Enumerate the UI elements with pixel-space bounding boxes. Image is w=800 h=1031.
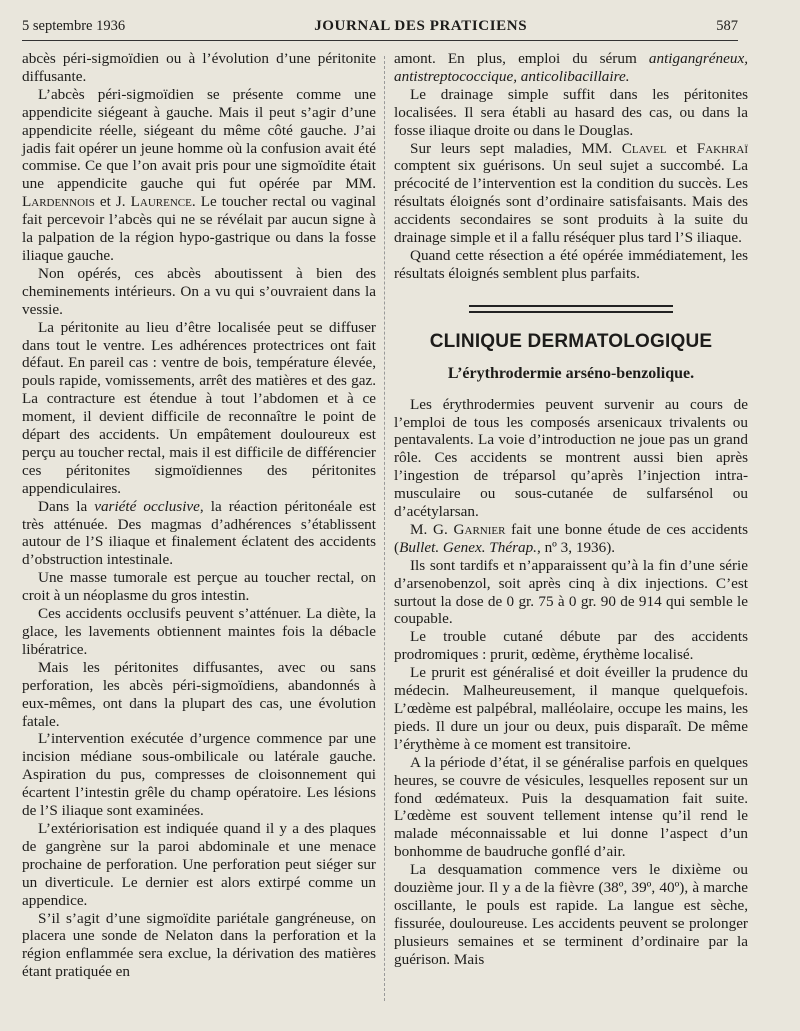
- header-date: 5 septembre 1936: [22, 17, 126, 34]
- author-name: Laurence: [130, 193, 192, 211]
- author-name: Lardennois: [22, 193, 95, 211]
- paragraph: Le trouble cutané débute par des accidents prodromiques : prurit, œdème, érythème localisé.: [394, 628, 748, 664]
- paragraph: L’abcès péri-sigmoïdien se présente comme une appendicite siégeant à gauche. Mais il peut s’agir d’une appendicite réelle, siégeant du même côté gauche. J’ai jadis fait opérer un jeune homme où la confusion avait été commise. Ce que l’on avait pris pour une sigmoïdite était une appendicite gauche qui fut opérée par MM. Lardennois et J. Laurence. Le toucher rectal ou vaginal fait percevoir l’abcès qui ne se révélait par aucun signe à la palpation de la région hypo-gastrique ou dans la fosse iliaque gauche.: [22, 85, 376, 264]
- running-header: [22, 14, 738, 38]
- paragraph: Mais les péritonites diffusantes, avec ou sans perforation, les abcès péri-sigmoïdiens, abandonnés à eux-mêmes, ont dans la plupart des cas, une évolution fatale.: [22, 658, 376, 730]
- paragraph: La péritonite au lieu d’être localisée peut se diffuser dans tout le ventre. Les adhérences protectrices ont fait défaut. En pareil cas : ventre de bois, température élevée, pouls rapide, vomissements, arrêt des matières et des gaz. La contracture est étendue à tout l’abdomen et à ce moment, il devient difficile de reconnaître le point de départ des accidents. Un empâtement douloureux est perçu au toucher rectal, mais il est difficile de différencier ces péritonites sigmoïdiennes des péritonites appendiculaires.: [22, 318, 376, 497]
- column-divider: [384, 56, 385, 1001]
- paragraph: abcès péri-sigmoïdien ou à l’évolution d’une péritonite diffusante.: [22, 50, 376, 85]
- paragraph: Ces accidents occlusifs peuvent s’atténuer. La diète, la glace, les lavements obtiennent maintes fois la débacle libératrice.: [22, 605, 376, 658]
- paragraph: Le drainage simple suffit dans les péritonites localisées. Il sera établi au hasard des cas, ou dans la fosse iliaque droite ou dans le Douglas.: [394, 85, 748, 139]
- paragraph: M. G. Garnier fait une bonne étude de ces accidents (Bullet. Genex. Thérap., nº 3, 1936).: [394, 520, 748, 556]
- paragraph: Ils sont tardifs et n’apparaissent qu’à la fin d’une série d’arsenobenzol, soit après cinq à dix injections. C’est surtout la dose de 0 gr. 75 à 0 gr. 90 de 914 qui semble le coupable.: [394, 556, 748, 628]
- paragraph: Une masse tumorale est perçue au toucher rectal, on croit à un néoplasme du gros intestin.: [22, 569, 376, 605]
- paragraph: Non opérés, ces abcès aboutissent à bien des cheminements intérieurs. On a vu qui s’ouvraient dans la vessie.: [22, 264, 376, 318]
- author-name: Fakhraï: [696, 139, 748, 157]
- header-rule: [22, 40, 738, 41]
- emphasis: antigangréneux, antistreptococcique, anticolibacillaire.: [394, 50, 748, 85]
- journal-title: JOURNAL DES PRATICIENS: [314, 17, 528, 34]
- paragraph: Dans la variété occlusive, la réaction péritonéale est très atténuée. Des magmas d’adhérences s’établissent autour de l’S iliaque et finalement éclatent des accidents d’obstruction intestinale.: [22, 497, 376, 569]
- paragraph: Le prurit est généralisé et doit éveiller la prudence du médecin. Malheureusement, il manque quelquefois. L’œdème est palpébral, malléolaire, occupe les mains, les pieds. Il dure un jour ou deux, puis disparaît. De même l’érythème à ce moment est transitoire.: [394, 664, 748, 753]
- article-subtitle: L’érythrodermie arséno-benzolique.: [447, 364, 695, 382]
- paragraph: L’extériorisation est indiquée quand il y a des plaques de gangrène sur la paroi abdominale et une menace prochaine de perforation. Une perforation peut siéger sur un diverticule. Le dernier est alors extirpé comme un appendice.: [22, 819, 376, 909]
- citation: Bullet. Genex. Thérap.: [399, 538, 537, 556]
- section-title: CLINIQUE DERMATOLOGIQUE: [429, 330, 713, 352]
- paragraph: amont. En plus, emploi du sérum antigangréneux, antistreptococcique, anticolibacillaire.: [394, 50, 748, 85]
- paragraph: L’intervention exécutée d’urgence commence par une incision médiane sous-ombilicale ou latérale gauche. Aspiration du pus, compresses de cloisonnement qui écartent l’intestin grêle du champ opératoire. Les lésions de l’S iliaque sont examinées.: [22, 730, 376, 820]
- paragraph: Quand cette résection a été opérée immédiatement, les résultats éloignés semblent plus parfaits.: [394, 246, 748, 282]
- paragraph: S’il s’agit d’une sigmoïdite pariétale gangréneuse, on placera une sonde de Nelaton dans la perforation et la région enflammée sera exclue, la dérivation des matières étant pratiquée en: [22, 909, 376, 981]
- paragraph: A la période d’état, il se généralise parfois en quelques heures, se couvre de vésicules, lesquelles reposent sur un fond œdémateux. Puis la desquamation fait suite. L’œdème est souvent tellement intense qu’il rend le malade méconnaissable et lui donne l’aspect d’un bonhomme de baudruche gonflé d’air.: [394, 753, 748, 861]
- section-separator: [469, 305, 673, 313]
- paragraph: Les érythrodermies peuvent survenir au cours de l’emploi de tous les composés arsenicaux trivalents ou pentavalents. La voie d’introduction ne joue pas un grand rôle. Ces accidents se montrent aussi bien après l’ingestion de tréparsol qu’après l’injection intra-musculaire ou sous-cutanée de sulfarsénol ou d’acétylarsan.: [394, 395, 748, 521]
- page-number: 587: [716, 17, 738, 34]
- emphasis: variété occlusive: [94, 497, 200, 515]
- right-column: [394, 50, 748, 969]
- paragraph: La desquamation commence vers le dixième ou douzième jour. Il y a de la fièvre (38º, 39º, 40º), à marche oscillante, le pouls est rapide. La langue est sèche, fissurée, douloureuse. Les accidents peuvent se prolonger plusieurs semaines et se terminent d’ordinaire par la guérison. Mais: [394, 861, 748, 968]
- left-column: [22, 50, 376, 981]
- author-name: Garnier: [453, 520, 506, 538]
- paragraph: Sur leurs sept maladies, MM. Clavel et Fakhraï comptent six guérisons. Un seul sujet a succombé. La précocité de l’intervention est la condition du succès. Les résultats éloignés sont d’ordinaire satisfaisants. Mais des accidents secondaires se sont produits à la suite du drainage simple et il a fallu réséquer plus tard l’S iliaque.: [394, 139, 748, 247]
- author-name: Clavel: [621, 139, 667, 157]
